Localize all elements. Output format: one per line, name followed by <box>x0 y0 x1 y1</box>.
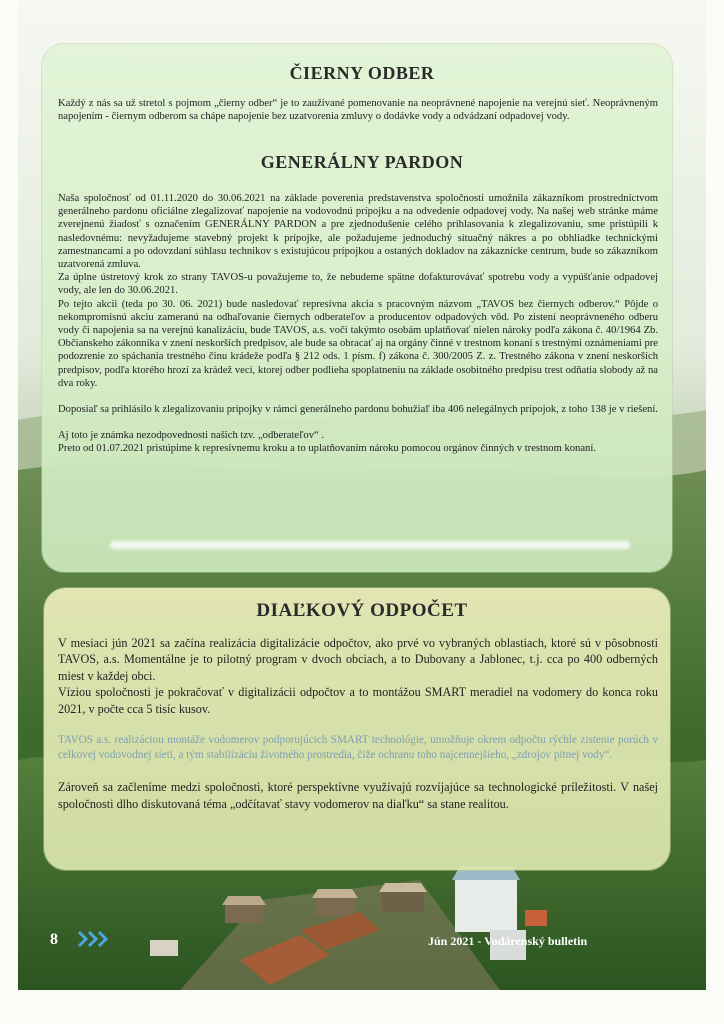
pardon-paragraph-6: Preto od 01.07.2021 pristúpime k represívnemu kroku a to uplatňovaním nároku pomocou orgánov činných v trestnom konaní. <box>58 443 596 455</box>
odpocet-paragraph-4: Zároveň sa začleníme medzi spoločnosti, ktoré perspektívne využívajú rozvíjajúce sa technologické príležitosti. V našej spoločnosti dlho diskutovaná téma „odčítavať stavy vodomerov na diaľku“ sa stane realitou. <box>58 780 658 811</box>
white-brush-stroke <box>110 541 630 549</box>
cierny-odber-text-block <box>58 97 658 123</box>
generalny-pardon-text-block <box>58 192 658 456</box>
chevrons-right-icon <box>76 929 112 949</box>
title-generalny-pardon: GENERÁLNY PARDON <box>260 152 464 172</box>
pardon-paragraph-2: Za úplne ústretový krok zo strany TAVOS-u považujeme to, že nebudeme spätne dofakturovávať spotrebu vody a vypúšťanie odpadovej vody, ale len do 30.06.2021. <box>58 272 658 297</box>
pardon-paragraph-1: Naša spoločnosť od 01.11.2020 do 30.06.2021 na základe poverenia predstavenstva spoločnosti umožnila zákazníkom prostredníctvom generálneho pardonu oficiálne zlegalizovať napojenie na vodovodnú prípojku a na odvedenie odpadovej vody. Na našej web stránke máme zverejnenú žiadosť s označením GENERÁLNY PARDON a pre zjednodušenie celého prihlasovania k zlegalizovaniu, sme pristúpili k nasledovnému: nevyžadujeme stavebný projekt k prípojke, ale požadujeme jednoduchý situačný nákres a po obhliadke technickými zamestnancami a po odovzdaní súhlasu technikov s existujúcou prípojkou a ostaných dokladov na zákaznícke centrum, bude so zákazníkom uzatvorená zmluva. <box>58 193 658 271</box>
pardon-paragraph-4: Doposiaľ sa prihlásilo k zlegalizovaniu prípojky v rámci generálneho pardonu bohužiaľ iba 406 nelegálnych prípojok, z toho 138 je v riešení. <box>58 404 658 416</box>
bulletin-footer-label: Jún 2021 - Vodárenský bulletin <box>428 934 588 948</box>
cierny-odber-paragraph: Každý z nás sa už stretol s pojmom „čierny odber“ je to zaužívané pomenovanie na neoprávnené napojenie na verejnú sieť. Neoprávneným napojením - čiernym odberom sa chápe napojenie bez uzatvorenia zmluvy o dodávke vody a odvádzaní odpadovej vody. <box>58 98 658 123</box>
odpocet-paragraph-2: Víziou spoločnosti je pokračovať v digitalizácii odpočtov a to montážou SMART meradiel na vodomery do konca roku 2021, v počte cca 5 tisíc kusov. <box>58 685 658 716</box>
odpocet-paragraph-1: V mesiaci jún 2021 sa začína realizácia digitalizácie odpočtov, ako prvé vo vybraných oblastiach, ktoré sú v pôsobnosti TAVOS, a.s. Momentálne je to pilotný program v dvoch obciach, a to Dubovany a Jablonec, t.j. cca po 400 odberných miest v každej obci. <box>58 636 658 683</box>
page-number: 8 <box>50 931 58 948</box>
odpocet-paragraph-3: TAVOS a.s. realizáciou montáže vodomerov podporujúcich SMART technológie, umožňuje okrem odpočtu rýchle zistenie porúch v celkovej vodovodnej sieti, a tým stabilizáciu životného prostredia, čiže ochranu toho najcennejšieho, „zdrojov pitnej vody“. <box>58 734 658 762</box>
title-cierny-odber: ČIERNY ODBER <box>289 63 435 83</box>
pardon-paragraph-5: Aj toto je známka nezodpovednosti našich tzv. „odberateľov“ . <box>58 430 325 442</box>
title-dialkovy-odpocet: DIAĽKOVÝ ODPOČET <box>256 600 468 621</box>
dialkovy-odpocet-text-block <box>58 635 658 812</box>
pardon-paragraph-3: Po tejto akcii (teda po 30. 06. 2021) bude nasledovať represívna akcia s pracovným názvom „TAVOS bez čiernych odberov.“ Pôjde o nekompromisnú akciu zameranú na odhaľovanie čiernych odberateľov a producentov odpadových vôd. Po zistení neoprávneného odberu vody či napojenia sa na verejnú kanalizáciu, bude TAVOS, a.s. voči takýmto osobám uplatňovať nielen nároky podľa zákona č. 40/1964 Zb. Občianskeho zákonníka v znení neskorších predpisov, ale bude sa obracať aj na orgány činné v trestnom konaní s trestnými oznámeniami pre podozrenie zo spáchania trestného činu krádeže podľa § 212 ods. 1 písm. f) zákona č. 300/2005 Z. z. Trestného zákona v znení neskorších predpisov, podľa ktorého hrozí za krádež veci, ktorej odber podlieha spoplatneniu na základe osobitného predpisu trest odňatia slobody až na dva roky. <box>58 298 658 389</box>
